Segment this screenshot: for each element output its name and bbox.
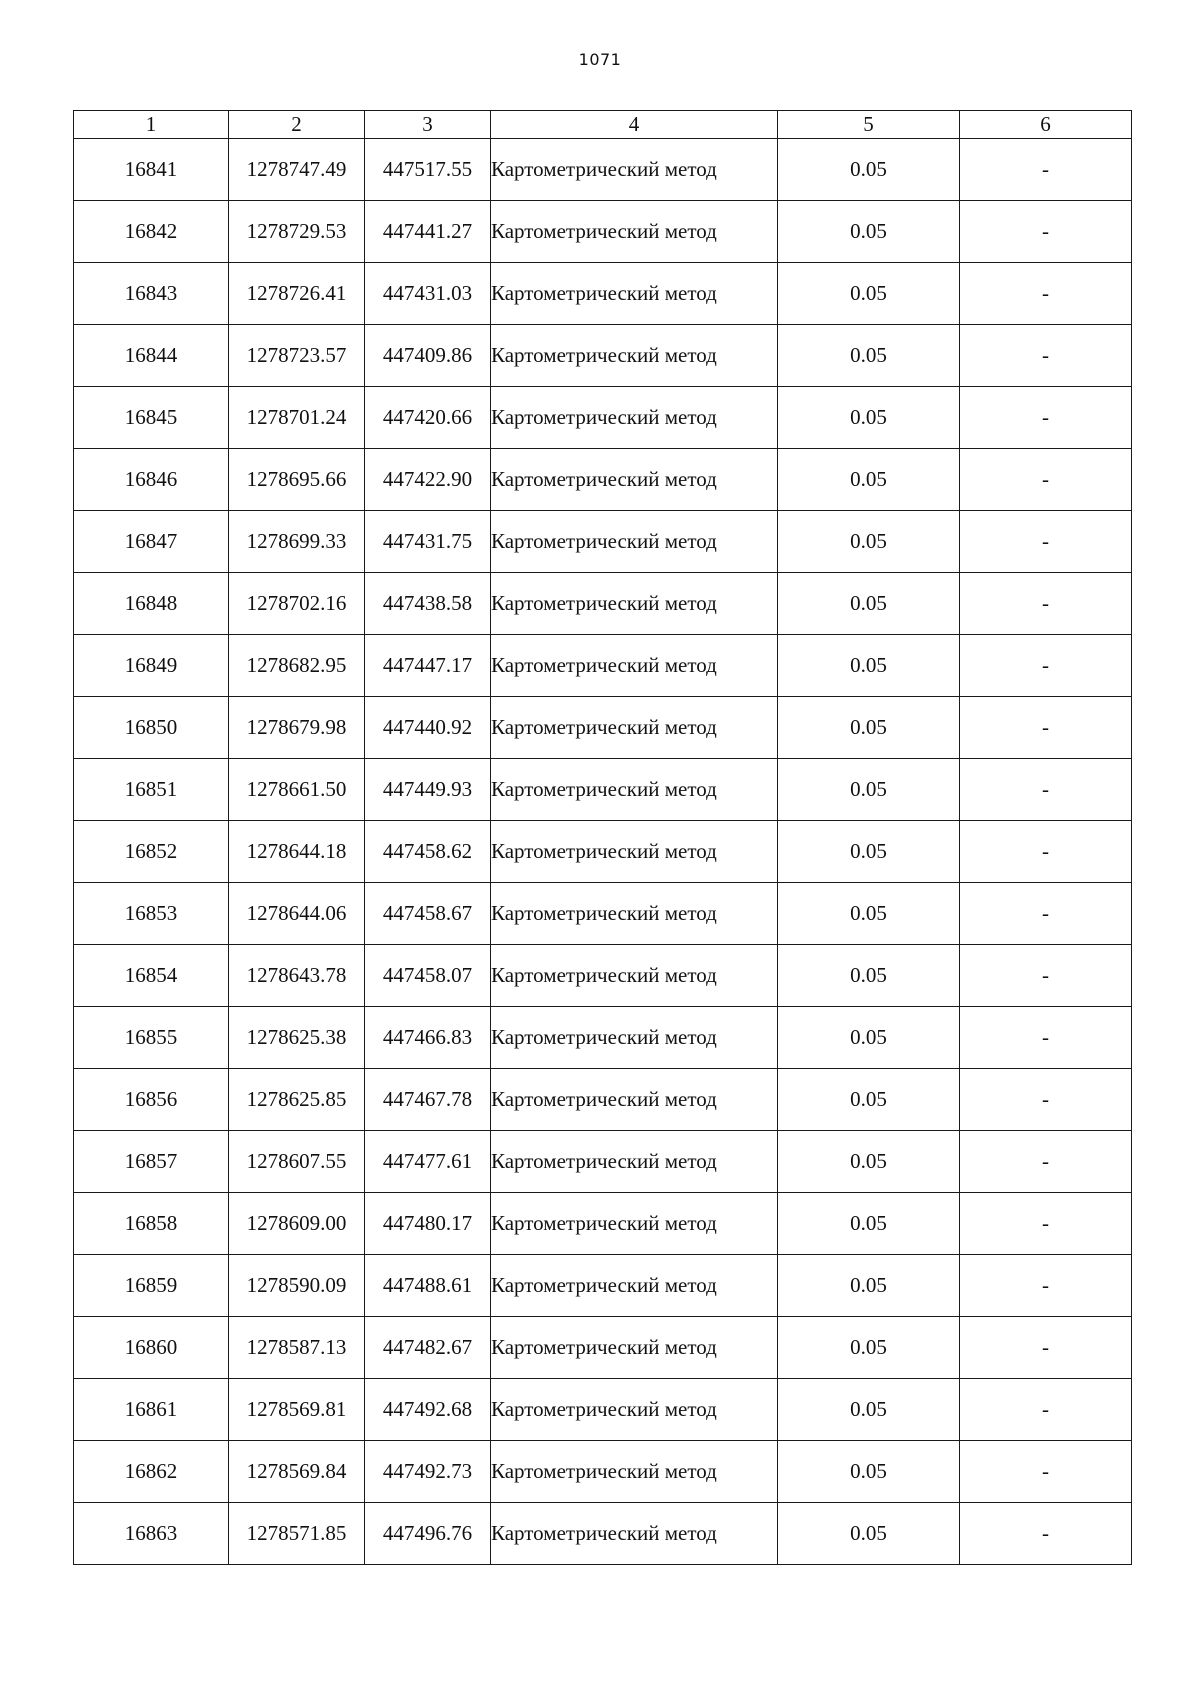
table-row bbox=[74, 883, 1132, 945]
method-cell: Картометрический метод bbox=[491, 635, 778, 697]
note-cell: - bbox=[960, 1193, 1132, 1255]
table-row bbox=[74, 1317, 1132, 1379]
header-col-6: 6 bbox=[960, 111, 1132, 139]
method-cell: Картометрический метод bbox=[491, 821, 778, 883]
note-cell: - bbox=[960, 883, 1132, 945]
method-cell: Картометрический метод bbox=[491, 201, 778, 263]
accuracy-cell: 0.05 bbox=[778, 1441, 960, 1503]
header-col-5: 5 bbox=[778, 111, 960, 139]
table-row bbox=[74, 1379, 1132, 1441]
note-cell: - bbox=[960, 1069, 1132, 1131]
x-coordinate-cell: 1278569.84 bbox=[229, 1441, 365, 1503]
point-number-cell: 16863 bbox=[74, 1503, 229, 1565]
table-row bbox=[74, 449, 1132, 511]
note-cell: - bbox=[960, 1317, 1132, 1379]
x-coordinate-cell: 1278699.33 bbox=[229, 511, 365, 573]
accuracy-cell: 0.05 bbox=[778, 945, 960, 1007]
method-cell: Картометрический метод bbox=[491, 1255, 778, 1317]
point-number-cell: 16862 bbox=[74, 1441, 229, 1503]
header-col-1: 1 bbox=[74, 111, 229, 139]
point-number-cell: 16846 bbox=[74, 449, 229, 511]
note-cell: - bbox=[960, 263, 1132, 325]
method-cell: Картометрический метод bbox=[491, 139, 778, 201]
table-row bbox=[74, 1131, 1132, 1193]
y-coordinate-cell: 447480.17 bbox=[365, 1193, 491, 1255]
point-number-cell: 16861 bbox=[74, 1379, 229, 1441]
accuracy-cell: 0.05 bbox=[778, 1379, 960, 1441]
note-cell: - bbox=[960, 449, 1132, 511]
table-row bbox=[74, 1007, 1132, 1069]
method-cell: Картометрический метод bbox=[491, 1193, 778, 1255]
point-number-cell: 16847 bbox=[74, 511, 229, 573]
accuracy-cell: 0.05 bbox=[778, 201, 960, 263]
method-cell: Картометрический метод bbox=[491, 1007, 778, 1069]
method-cell: Картометрический метод bbox=[491, 945, 778, 1007]
y-coordinate-cell: 447517.55 bbox=[365, 139, 491, 201]
x-coordinate-cell: 1278625.85 bbox=[229, 1069, 365, 1131]
accuracy-cell: 0.05 bbox=[778, 263, 960, 325]
coordinates-table bbox=[73, 110, 1132, 1565]
accuracy-cell: 0.05 bbox=[778, 1069, 960, 1131]
point-number-cell: 16859 bbox=[74, 1255, 229, 1317]
x-coordinate-cell: 1278625.38 bbox=[229, 1007, 365, 1069]
x-coordinate-cell: 1278701.24 bbox=[229, 387, 365, 449]
y-coordinate-cell: 447466.83 bbox=[365, 1007, 491, 1069]
note-cell: - bbox=[960, 1503, 1132, 1565]
note-cell: - bbox=[960, 1007, 1132, 1069]
accuracy-cell: 0.05 bbox=[778, 1131, 960, 1193]
y-coordinate-cell: 447438.58 bbox=[365, 573, 491, 635]
y-coordinate-cell: 447496.76 bbox=[365, 1503, 491, 1565]
point-number-cell: 16860 bbox=[74, 1317, 229, 1379]
note-cell: - bbox=[960, 1441, 1132, 1503]
method-cell: Картометрический метод bbox=[491, 511, 778, 573]
table-row bbox=[74, 201, 1132, 263]
note-cell: - bbox=[960, 697, 1132, 759]
note-cell: - bbox=[960, 201, 1132, 263]
point-number-cell: 16854 bbox=[74, 945, 229, 1007]
header-row bbox=[74, 111, 1132, 139]
accuracy-cell: 0.05 bbox=[778, 1193, 960, 1255]
note-cell: - bbox=[960, 759, 1132, 821]
table-row bbox=[74, 573, 1132, 635]
accuracy-cell: 0.05 bbox=[778, 821, 960, 883]
point-number-cell: 16843 bbox=[74, 263, 229, 325]
x-coordinate-cell: 1278644.06 bbox=[229, 883, 365, 945]
header-col-3: 3 bbox=[365, 111, 491, 139]
x-coordinate-cell: 1278702.16 bbox=[229, 573, 365, 635]
method-cell: Картометрический метод bbox=[491, 573, 778, 635]
accuracy-cell: 0.05 bbox=[778, 697, 960, 759]
table-row bbox=[74, 263, 1132, 325]
table-row bbox=[74, 1441, 1132, 1503]
table-row bbox=[74, 325, 1132, 387]
note-cell: - bbox=[960, 325, 1132, 387]
x-coordinate-cell: 1278590.09 bbox=[229, 1255, 365, 1317]
accuracy-cell: 0.05 bbox=[778, 1007, 960, 1069]
table-row bbox=[74, 945, 1132, 1007]
x-coordinate-cell: 1278609.00 bbox=[229, 1193, 365, 1255]
x-coordinate-cell: 1278644.18 bbox=[229, 821, 365, 883]
method-cell: Картометрический метод bbox=[491, 759, 778, 821]
x-coordinate-cell: 1278729.53 bbox=[229, 201, 365, 263]
point-number-cell: 16856 bbox=[74, 1069, 229, 1131]
accuracy-cell: 0.05 bbox=[778, 387, 960, 449]
table-header bbox=[74, 111, 1132, 139]
table-row bbox=[74, 139, 1132, 201]
note-cell: - bbox=[960, 1379, 1132, 1441]
note-cell: - bbox=[960, 1131, 1132, 1193]
y-coordinate-cell: 447431.75 bbox=[365, 511, 491, 573]
y-coordinate-cell: 447440.92 bbox=[365, 697, 491, 759]
y-coordinate-cell: 447467.78 bbox=[365, 1069, 491, 1131]
table-row bbox=[74, 697, 1132, 759]
note-cell: - bbox=[960, 139, 1132, 201]
table-row bbox=[74, 511, 1132, 573]
table-row bbox=[74, 387, 1132, 449]
point-number-cell: 16858 bbox=[74, 1193, 229, 1255]
table-row bbox=[74, 1503, 1132, 1565]
method-cell: Картометрический метод bbox=[491, 1441, 778, 1503]
x-coordinate-cell: 1278587.13 bbox=[229, 1317, 365, 1379]
page-number: 1071 bbox=[578, 50, 622, 69]
y-coordinate-cell: 447441.27 bbox=[365, 201, 491, 263]
table-row bbox=[74, 821, 1132, 883]
table-body bbox=[74, 139, 1132, 1565]
y-coordinate-cell: 447492.68 bbox=[365, 1379, 491, 1441]
x-coordinate-cell: 1278643.78 bbox=[229, 945, 365, 1007]
header-col-4: 4 bbox=[491, 111, 778, 139]
accuracy-cell: 0.05 bbox=[778, 449, 960, 511]
y-coordinate-cell: 447482.67 bbox=[365, 1317, 491, 1379]
method-cell: Картометрический метод bbox=[491, 1503, 778, 1565]
method-cell: Картометрический метод bbox=[491, 1317, 778, 1379]
point-number-cell: 16842 bbox=[74, 201, 229, 263]
method-cell: Картометрический метод bbox=[491, 387, 778, 449]
accuracy-cell: 0.05 bbox=[778, 139, 960, 201]
note-cell: - bbox=[960, 945, 1132, 1007]
point-number-cell: 16850 bbox=[74, 697, 229, 759]
note-cell: - bbox=[960, 573, 1132, 635]
x-coordinate-cell: 1278607.55 bbox=[229, 1131, 365, 1193]
point-number-cell: 16845 bbox=[74, 387, 229, 449]
x-coordinate-cell: 1278726.41 bbox=[229, 263, 365, 325]
table-row bbox=[74, 1255, 1132, 1317]
y-coordinate-cell: 447488.61 bbox=[365, 1255, 491, 1317]
x-coordinate-cell: 1278695.66 bbox=[229, 449, 365, 511]
y-coordinate-cell: 447422.90 bbox=[365, 449, 491, 511]
point-number-cell: 16853 bbox=[74, 883, 229, 945]
x-coordinate-cell: 1278682.95 bbox=[229, 635, 365, 697]
point-number-cell: 16841 bbox=[74, 139, 229, 201]
y-coordinate-cell: 447492.73 bbox=[365, 1441, 491, 1503]
accuracy-cell: 0.05 bbox=[778, 511, 960, 573]
point-number-cell: 16857 bbox=[74, 1131, 229, 1193]
header-col-2: 2 bbox=[229, 111, 365, 139]
point-number-cell: 16855 bbox=[74, 1007, 229, 1069]
note-cell: - bbox=[960, 821, 1132, 883]
y-coordinate-cell: 447420.66 bbox=[365, 387, 491, 449]
accuracy-cell: 0.05 bbox=[778, 573, 960, 635]
method-cell: Картометрический метод bbox=[491, 1069, 778, 1131]
y-coordinate-cell: 447431.03 bbox=[365, 263, 491, 325]
point-number-cell: 16848 bbox=[74, 573, 229, 635]
y-coordinate-cell: 447477.61 bbox=[365, 1131, 491, 1193]
method-cell: Картометрический метод bbox=[491, 325, 778, 387]
point-number-cell: 16849 bbox=[74, 635, 229, 697]
accuracy-cell: 0.05 bbox=[778, 883, 960, 945]
method-cell: Картометрический метод bbox=[491, 449, 778, 511]
x-coordinate-cell: 1278571.85 bbox=[229, 1503, 365, 1565]
method-cell: Картометрический метод bbox=[491, 1379, 778, 1441]
accuracy-cell: 0.05 bbox=[778, 1503, 960, 1565]
y-coordinate-cell: 447458.07 bbox=[365, 945, 491, 1007]
method-cell: Картометрический метод bbox=[491, 697, 778, 759]
x-coordinate-cell: 1278661.50 bbox=[229, 759, 365, 821]
x-coordinate-cell: 1278723.57 bbox=[229, 325, 365, 387]
note-cell: - bbox=[960, 635, 1132, 697]
x-coordinate-cell: 1278569.81 bbox=[229, 1379, 365, 1441]
x-coordinate-cell: 1278747.49 bbox=[229, 139, 365, 201]
accuracy-cell: 0.05 bbox=[778, 1317, 960, 1379]
y-coordinate-cell: 447449.93 bbox=[365, 759, 491, 821]
y-coordinate-cell: 447409.86 bbox=[365, 325, 491, 387]
table-row bbox=[74, 759, 1132, 821]
accuracy-cell: 0.05 bbox=[778, 325, 960, 387]
y-coordinate-cell: 447458.67 bbox=[365, 883, 491, 945]
note-cell: - bbox=[960, 1255, 1132, 1317]
y-coordinate-cell: 447458.62 bbox=[365, 821, 491, 883]
note-cell: - bbox=[960, 511, 1132, 573]
accuracy-cell: 0.05 bbox=[778, 635, 960, 697]
x-coordinate-cell: 1278679.98 bbox=[229, 697, 365, 759]
method-cell: Картометрический метод bbox=[491, 263, 778, 325]
point-number-cell: 16852 bbox=[74, 821, 229, 883]
y-coordinate-cell: 447447.17 bbox=[365, 635, 491, 697]
table-row bbox=[74, 635, 1132, 697]
accuracy-cell: 0.05 bbox=[778, 759, 960, 821]
table-row bbox=[74, 1069, 1132, 1131]
point-number-cell: 16844 bbox=[74, 325, 229, 387]
accuracy-cell: 0.05 bbox=[778, 1255, 960, 1317]
note-cell: - bbox=[960, 387, 1132, 449]
table-row bbox=[74, 1193, 1132, 1255]
point-number-cell: 16851 bbox=[74, 759, 229, 821]
method-cell: Картометрический метод bbox=[491, 883, 778, 945]
method-cell: Картометрический метод bbox=[491, 1131, 778, 1193]
